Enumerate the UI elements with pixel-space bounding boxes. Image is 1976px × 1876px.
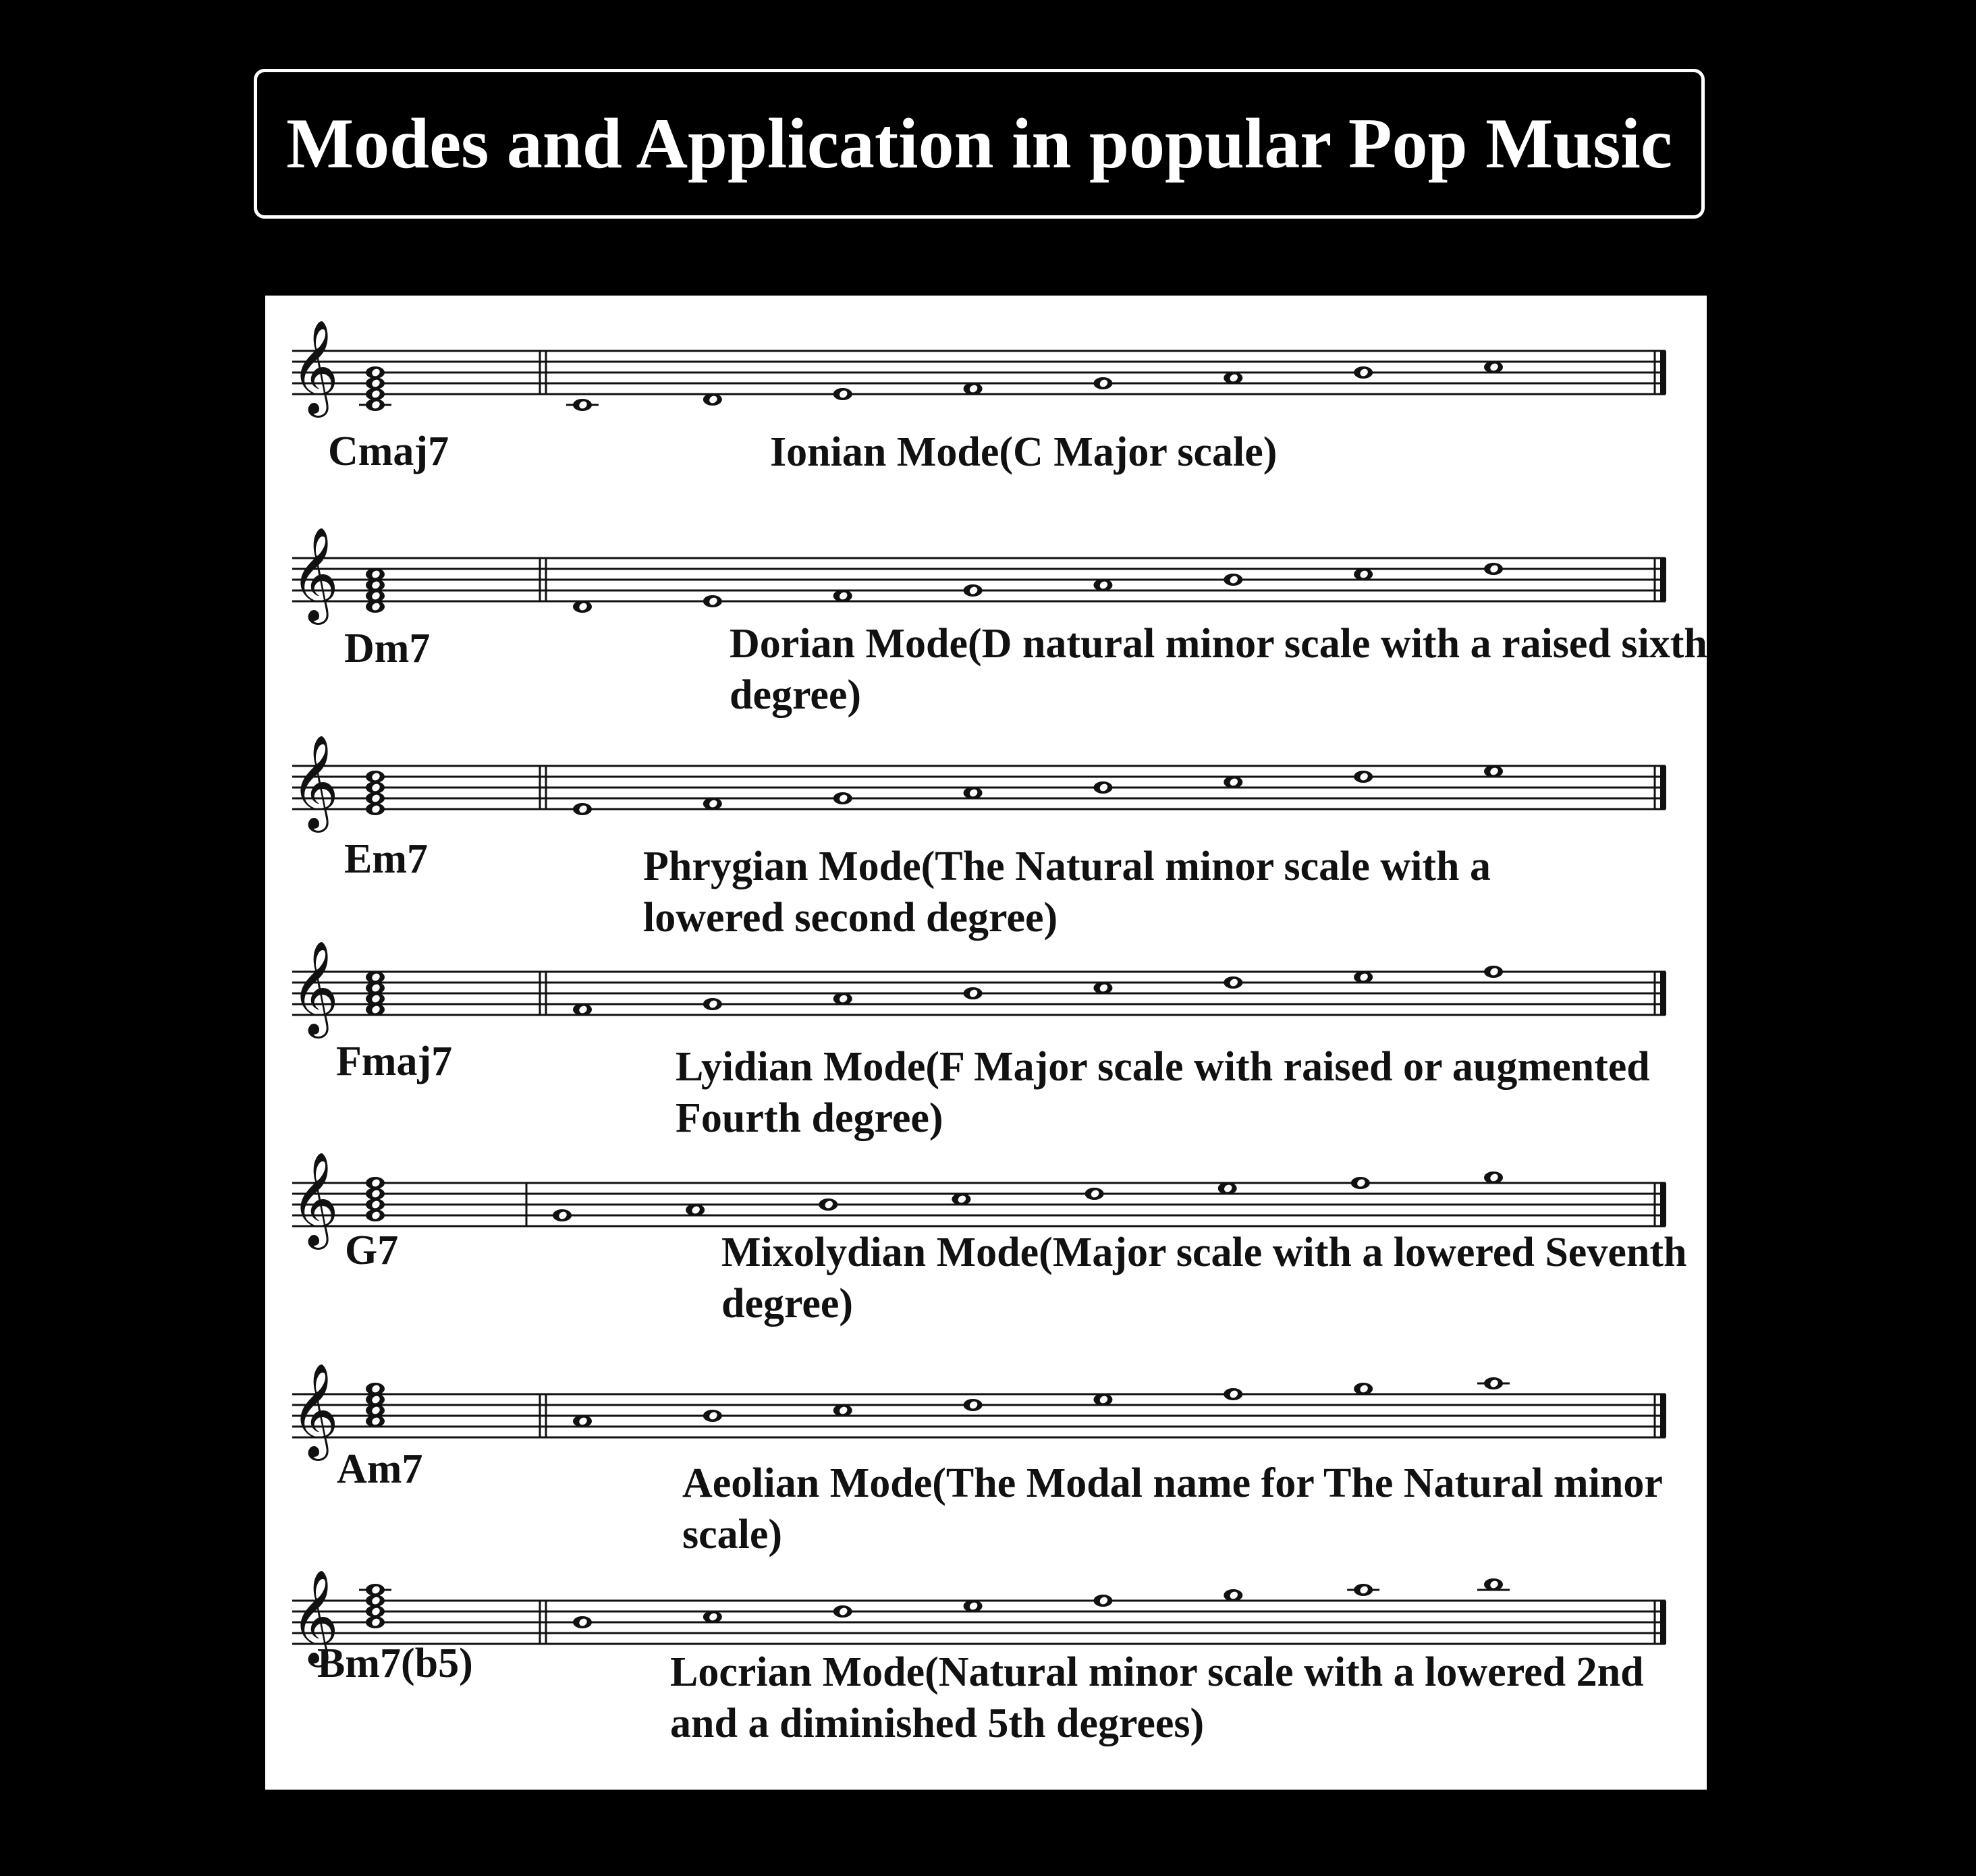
treble-clef-icon: 𝄞 (291, 735, 339, 829)
mode-description: Dorian Mode(D natural minor scale with a raised sixth degree) (730, 621, 1707, 718)
chord-label: Fmaj7 (336, 1039, 453, 1084)
mode-row (265, 711, 1707, 941)
final-barline (1660, 1183, 1666, 1226)
mode-row (265, 1339, 1707, 1557)
staff (265, 296, 1707, 431)
final-barline (1660, 766, 1666, 809)
treble-clef-icon: 𝄞 (291, 1570, 339, 1663)
final-barline (1660, 1601, 1666, 1644)
mode-row (265, 503, 1707, 718)
mode-description: Mixolydian Mode(Major scale with a lowered Seventh degree) (721, 1230, 1687, 1327)
staff (265, 916, 1707, 1051)
mode-description: Locrian Mode(Natural minor scale with a lowered 2nd and a diminished 5th degrees) (670, 1649, 1644, 1746)
chord-label: Bm7(b5) (317, 1640, 473, 1686)
mode-row (265, 916, 1707, 1141)
treble-clef-icon: 𝄞 (291, 1363, 339, 1457)
final-barline (1660, 972, 1666, 1015)
mode-row (265, 296, 1707, 505)
chord-label: Cmaj7 (328, 429, 449, 474)
mode-row (265, 1545, 1707, 1755)
chord-label: Em7 (344, 836, 428, 882)
staff (265, 711, 1707, 846)
treble-clef-icon: 𝄞 (291, 527, 339, 621)
music-sheet (265, 296, 1707, 1790)
mode-description: Lyidian Mode(F Major scale with raised or augmented Fourth degree) (676, 1044, 1650, 1141)
mode-description: Ionian Mode(C Major scale) (770, 429, 1278, 475)
mode-row (265, 1128, 1707, 1337)
staff (265, 1339, 1707, 1474)
chord-label: G7 (345, 1227, 399, 1273)
staff (265, 503, 1707, 638)
mode-description: Phrygian Mode(The Natural minor scale with a lowered second degree) (643, 844, 1491, 941)
final-barline (1660, 1394, 1666, 1437)
treble-clef-icon: 𝄞 (291, 941, 339, 1034)
page-title: Modes and Application in popular Pop Music (286, 104, 1672, 183)
final-barline (1660, 558, 1666, 601)
title-box (254, 69, 1705, 219)
treble-clef-icon: 𝄞 (291, 320, 339, 414)
chord-label: Am7 (337, 1446, 423, 1492)
final-barline (1660, 351, 1666, 394)
mode-description: Aeolian Mode(The Modal name for The Natural minor scale) (682, 1460, 1662, 1557)
chord-label: Dm7 (344, 626, 431, 671)
treble-clef-icon: 𝄞 (291, 1152, 339, 1246)
